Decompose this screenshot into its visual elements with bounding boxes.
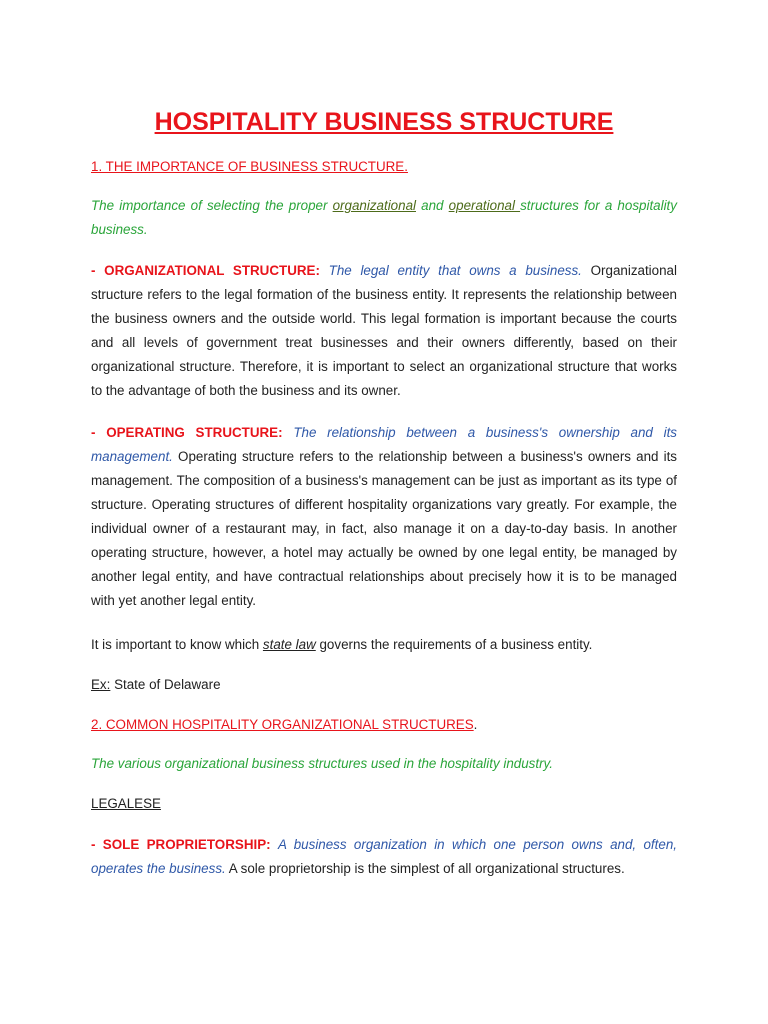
example-line <box>91 673 677 697</box>
section2-heading: 2. COMMON HOSPITALITY ORGANIZATIONAL STRUCTURES <box>91 717 474 732</box>
statelaw-a: It is important to know which <box>91 637 263 652</box>
intro-text-b: and <box>416 198 449 213</box>
state-law-link[interactable]: state law <box>262 637 316 652</box>
example-label: Ex: <box>91 677 111 692</box>
org-body: Organizational structure refers to the legal formation of the business entity. It represents the relationship between the business owners and the outside world. This legal formation is important because the courts and all levels of government treat businesses and their owners differently, based on their organizational structure. Therefore, it is important to select an organizational structure that works to the advantage of both the business and its owner. <box>91 263 677 398</box>
org-label: - ORGANIZATIONAL STRUCTURE: <box>91 263 320 278</box>
legalese-heading: LEGALESE <box>91 796 161 811</box>
sole-definition: A business organization in which one person owns and, often, operates the business. <box>91 837 677 876</box>
op-label: - OPERATING STRUCTURE: <box>91 425 283 440</box>
sole-proprietorship-paragraph <box>91 833 677 881</box>
example-text: State of Delaware <box>110 677 221 692</box>
op-definition: The relationship between a business's ownership and its management. <box>91 425 677 464</box>
section2-heading-line <box>91 713 677 737</box>
operating-structure-paragraph <box>91 421 677 613</box>
organizational-link[interactable]: organizational <box>332 198 416 213</box>
section2-intro: The various organizational business structures used in the hospitality industry. <box>91 756 553 771</box>
op-body: Operating structure refers to the relationship between a business's owners and its management. The composition of a business's management can be just as important as its type of structure. Operating structures of different hospitality organizations vary greatly. For example, the individual owner of a restaurant may, in fact, also manage it on a day-to-day basis. In another operating structure, however, a hotel may actually be owned by one legal entity, be managed by another legal entity, and have contractual relationships about precisely how it is to be managed with yet another legal entity. <box>91 449 677 608</box>
state-law-paragraph <box>91 633 677 657</box>
sole-label: - SOLE PROPRIETORSHIP: <box>91 837 271 852</box>
sole-body: A sole proprietorship is the simplest of all organizational structures. <box>228 861 625 876</box>
section2-trail: . <box>473 717 478 732</box>
intro-text-a: The importance of selecting the proper <box>91 198 333 213</box>
statelaw-b: governs the requirements of a business entity. <box>315 637 593 652</box>
org-definition: The legal entity that owns a business. <box>328 263 582 278</box>
organizational-structure-paragraph <box>91 259 677 403</box>
intro-text-c: structures for a hospitality business. <box>91 198 677 237</box>
page-title: HOSPITALITY BUSINESS STRUCTURE <box>154 108 614 136</box>
section1-heading: 1. THE IMPORTANCE OF BUSINESS STRUCTURE. <box>91 159 408 174</box>
operational-link[interactable]: operational <box>448 198 521 213</box>
section1-intro <box>91 194 677 242</box>
